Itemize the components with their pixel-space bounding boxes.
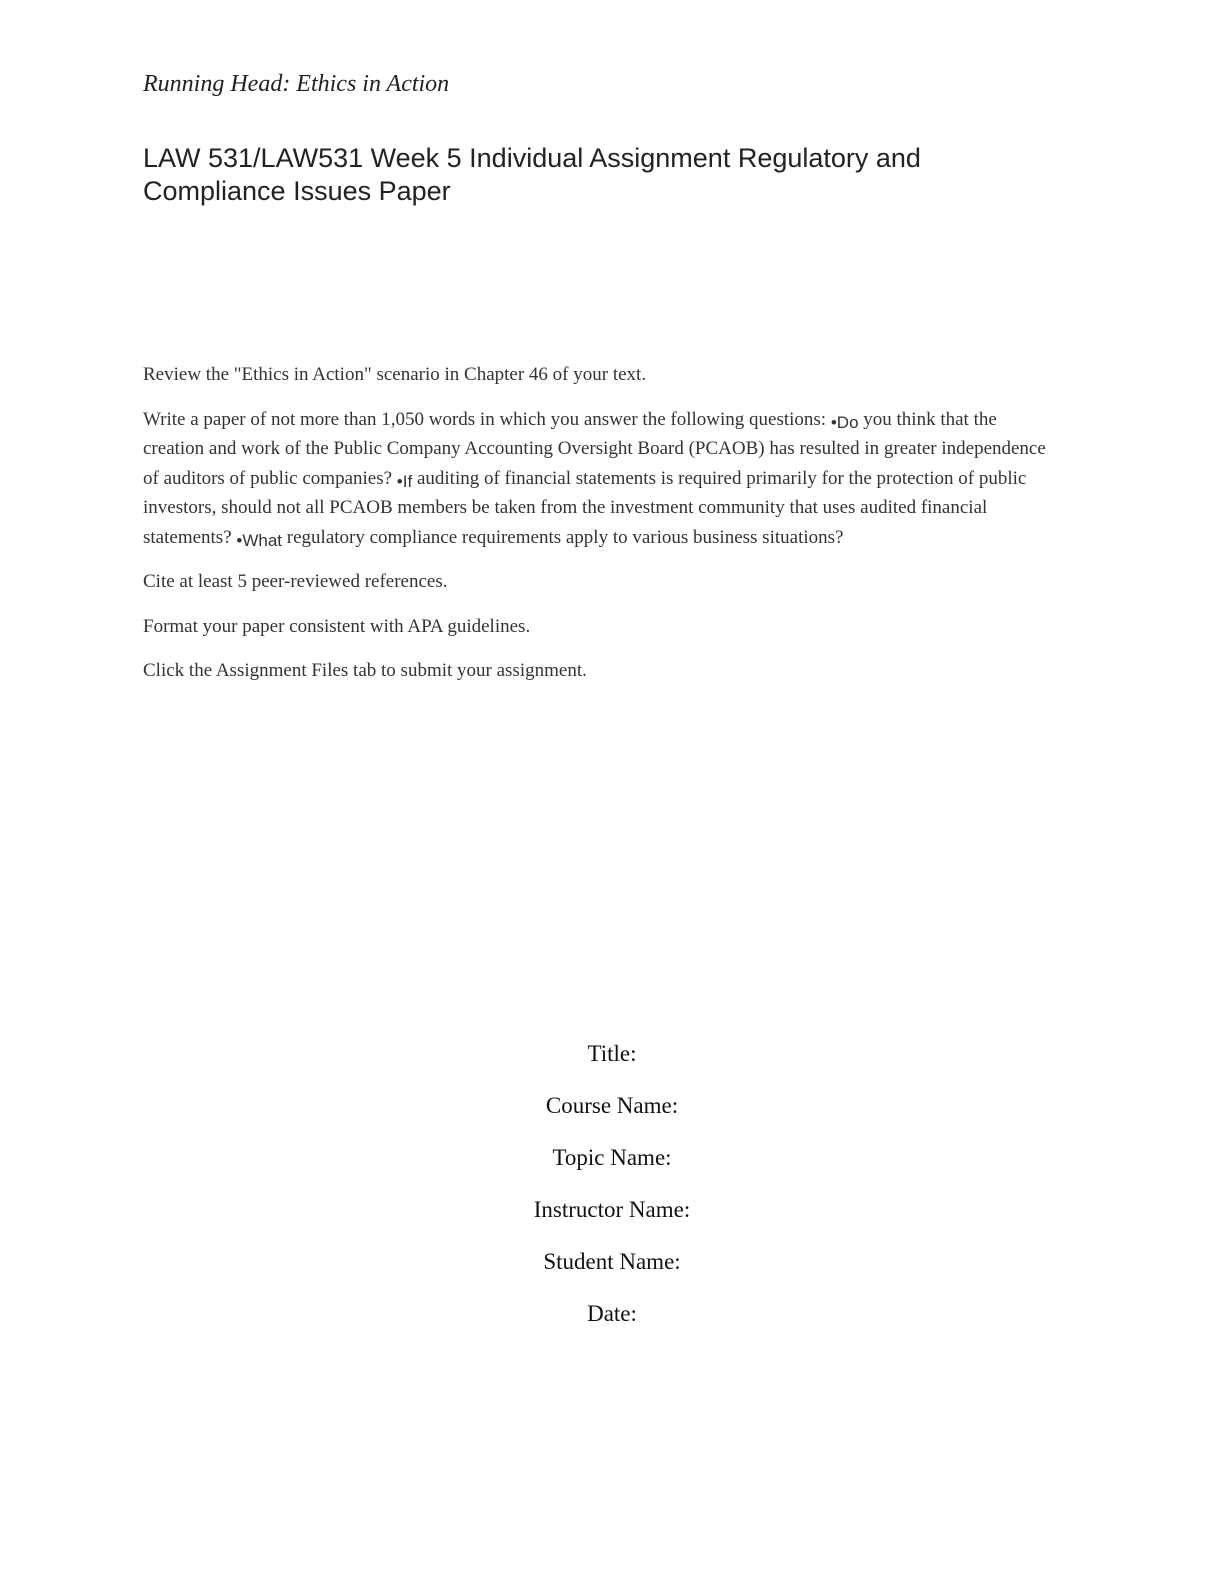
- question-2-text: auditing of financial statements is required primarily for the protection of public investors, should not all PCAOB members be taken from the investment community that uses audited financial statements?: [143, 467, 1027, 548]
- question-1-bullet: •Do: [830, 412, 859, 432]
- cover-page-fields: [0, 1036, 1224, 1348]
- question-3-bullet: •What: [236, 530, 283, 550]
- assignment-instructions: [143, 360, 1053, 701]
- cover-course-name-label: Course Name:: [545, 1093, 679, 1118]
- cover-topic-name-label: Topic Name:: [552, 1145, 672, 1170]
- cover-instructor-name-label: Instructor Name:: [533, 1197, 691, 1222]
- question-2-bullet: •If: [396, 471, 413, 491]
- cover-title-label: Title:: [587, 1041, 637, 1066]
- question-1-text: you think that the creation and work of the Public Company Accounting Oversight Board (PCAOB) has resulted in greater independence of auditors of public companies?: [143, 408, 1046, 489]
- instruction-review-scenario: Review the "Ethics in Action" scenario in Chapter 46 of your text.: [143, 364, 647, 385]
- document-title: [143, 142, 1043, 208]
- cover-date-label: Date:: [587, 1301, 637, 1326]
- instruction-cite-references: Cite at least 5 peer-reviewed references.: [143, 571, 448, 592]
- document-title-line-2: Compliance Issues Paper: [143, 176, 451, 206]
- question-3-text: regulatory compliance requirements apply to various business situations?: [282, 526, 844, 548]
- cover-student-name-label: Student Name:: [543, 1249, 681, 1274]
- running-head: Running Head: Ethics in Action: [143, 71, 450, 97]
- instruction-submit: Click the Assignment Files tab to submit your assignment.: [143, 660, 587, 681]
- instruction-write-paper: [143, 405, 1053, 553]
- instruction-apa-format: Format your paper consistent with APA guidelines.: [143, 615, 531, 637]
- instruction-intro: Write a paper of not more than 1,050 words in which you answer the following questions:: [143, 408, 831, 430]
- document-title-line-1: LAW 531/LAW531 Week 5 Individual Assignment Regulatory and: [143, 143, 921, 173]
